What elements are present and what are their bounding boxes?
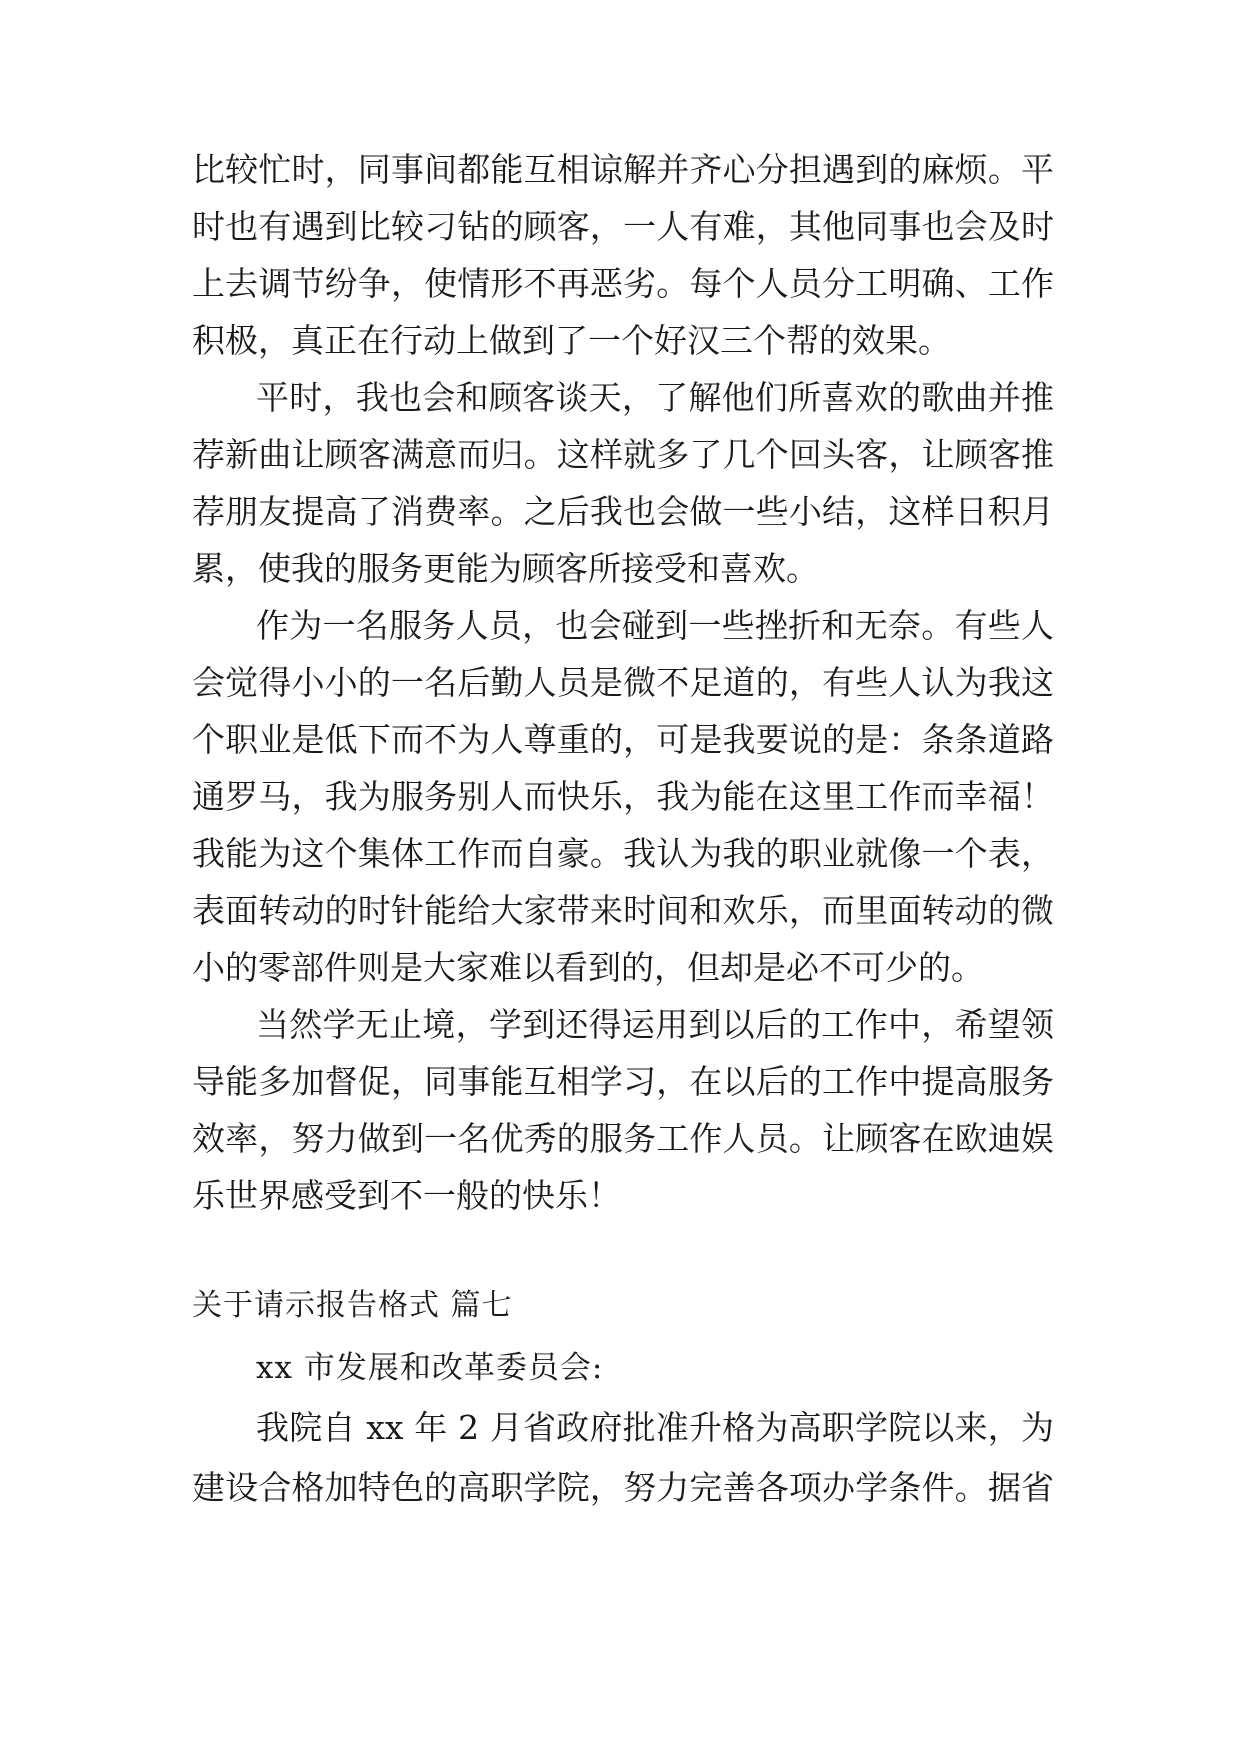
section-body-line-1: 我院自 xx 年 2 月省政府批准升格为高职学院以来，为: [256, 1408, 1054, 1447]
paragraph-3-line-5: 我能为这个集体工作而自豪。我认为我的职业就像一个表，: [192, 834, 1054, 873]
paragraph-3-line-6: 表面转动的时针能给大家带来时间和欢乐，而里面转动的微: [192, 891, 1054, 930]
paragraph-1-line-1: 比较忙时，同事间都能互相谅解并齐心分担遇到的麻烦。平: [192, 150, 1054, 189]
paragraph-2-line-1: 平时，我也会和顾客谈天，了解他们所喜欢的歌曲并推: [256, 378, 1054, 417]
paragraph-4-line-2: 导能多加督促，同事能互相学习，在以后的工作中提高服务: [192, 1062, 1054, 1101]
paragraph-2-line-2: 荐新曲让顾客满意而归。这样就多了几个回头客，让顾客推: [192, 435, 1054, 474]
paragraph-1-line-4: 积极，真正在行动上做到了一个好汉三个帮的效果。: [192, 321, 951, 360]
paragraph-4-line-1: 当然学无止境，学到还得运用到以后的工作中，希望领: [256, 1005, 1054, 1044]
salutation: xx 市发展和改革委员会:: [256, 1350, 604, 1386]
paragraph-3-line-2: 会觉得小小的一名后勤人员是微不足道的，有些人认为我这: [192, 663, 1054, 702]
section-body-line-2: 建设合格加特色的高职学院，努力完善各项办学条件。据省: [192, 1468, 1054, 1507]
paragraph-3-line-1: 作为一名服务人员，也会碰到一些挫折和无奈。有些人: [256, 606, 1054, 645]
paragraph-2-line-3: 荐朋友提高了消费率。之后我也会做一些小结，这样日积月: [192, 492, 1054, 531]
paragraph-2-line-4: 累，使我的服务更能为顾客所接受和喜欢。: [192, 549, 819, 588]
paragraph-3-line-7: 小的零部件则是大家难以看到的，但却是必不可少的。: [192, 948, 984, 987]
paragraph-4-line-3: 效率，努力做到一名优秀的服务工作人员。让顾客在欧迪娱: [192, 1119, 1054, 1158]
paragraph-1-line-3: 上去调节纷争，使情形不再恶劣。每个人员分工明确、工作: [192, 264, 1054, 303]
paragraph-3-line-3: 个职业是低下而不为人尊重的，可是我要说的是：条条道路: [192, 720, 1054, 759]
paragraph-3-line-4: 通罗马，我为服务别人而快乐，我为能在这里工作而幸福！: [192, 777, 1054, 816]
section-title: 关于请示报告格式 篇七: [192, 1288, 513, 1323]
paragraph-1-line-2: 时也有遇到比较刁钻的顾客，一人有难，其他同事也会及时: [192, 207, 1054, 246]
paragraph-4-line-4: 乐世界感受到不一般的快乐！: [192, 1176, 621, 1215]
